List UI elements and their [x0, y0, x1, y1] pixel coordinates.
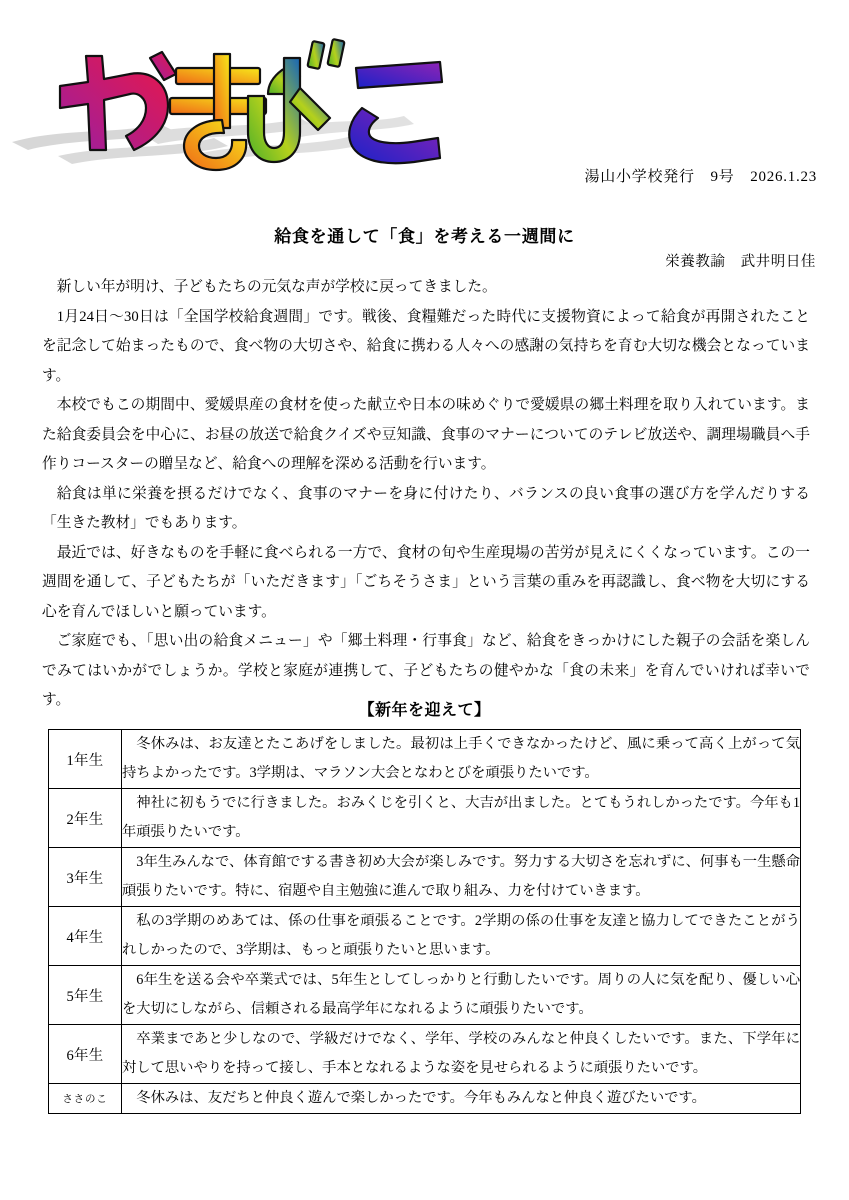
grade-comments-table [48, 729, 801, 1114]
article-paragraph: ご家庭でも、「思い出の給食メニュー」や「郷土料理・行事食」など、給食をきっかけにした親子の会話を楽しんでみてはいかがでしょうか。学校と家庭が連携して、子どもたちの健やかな「食の未来」を育んでいければ幸いです。 [42, 633, 810, 708]
table-row [49, 848, 801, 907]
table-row [49, 1084, 801, 1114]
article-paragraph: 給食は単に栄養を摂るだけでなく、食事のマナーを身に付けたり、バランスの良い食事の選び方を学んだりする「生きた教材」でもあります。 [42, 485, 810, 531]
table-row [49, 966, 801, 1025]
table-row [49, 907, 801, 966]
grade-label: 5年生 [49, 966, 122, 1025]
article-body [42, 273, 810, 716]
section-heading-new-year: 【新年を迎えて】 [358, 702, 491, 719]
article-title: 給食を通して「食」を考える一週間に [274, 227, 575, 246]
table-row [49, 730, 801, 789]
grade-comment: 6年生を送る会や卒業式では、5年生としてしっかりと行動したいです。周りの人に気を配り、優しい心を大切にしながら、信頼される最高学年になれるように頑張りたいです。 [122, 966, 801, 1025]
grade-label: ささのこ [49, 1084, 122, 1114]
grade-comment: 冬休みは、友だちと仲良く遊んで楽しかったです。今年もみんなと仲良く遊びたいです。 [122, 1084, 801, 1114]
grade-comments-table-wrap [48, 729, 801, 1114]
grade-label: 1年生 [49, 730, 122, 789]
grade-label: 3年生 [49, 848, 122, 907]
grade-comment: 私の3学期のめあては、係の仕事を頑張ることです。2学期の係の仕事を友達と協力してできたことがうれしかったので、3学期は、もっと頑張りたいと思います。 [122, 907, 801, 966]
table-row [49, 789, 801, 848]
article-byline: 栄養教諭 武井明日佳 [665, 254, 816, 270]
table-row [49, 1025, 801, 1084]
article-paragraph: 1月24日～30日は「全国学校給食週間」です。戦後、食糧難だった時代に支援物資によって給食が再開されたことを記念して始まったもので、食べ物の大切さや、給食に携わる人々への感謝の気持ちを育む大切な機会となっています。 [42, 308, 810, 384]
article-paragraph: 本校でもこの期間中、愛媛県産の食材を使った献立や日本の味めぐりで愛媛県の郷土料理を取り入れています。また給食委員会を中心に、お昼の放送で給食クイズや豆知識、食事のマナーについてのテレビ放送や、調理場職員へ手作りコースターの贈呈など、給食への理解を深める活動を行います。 [42, 397, 810, 472]
yamabiko-wordart-svg [0, 24, 470, 184]
grade-comment: 神社に初もうでに行きました。おみくじを引くと、大吉が出ました。とてもうれしかったです。今年も1年頑張りたいです。 [122, 789, 801, 848]
grade-comment: 3年生みんなで、体育館でする書き初め大会が楽しみです。努力する大切さを忘れずに、何事も一生懸命頑張りたいです。特に、宿題や自主勉強に進んで取り組み、力を付けていきます。 [122, 848, 801, 907]
grade-label: 4年生 [49, 907, 122, 966]
grade-comment: 冬休みは、お友達とたこあげをしました。最初は上手くできなかったけど、風に乗って高く上がって気持ちよかったです。3学期は、マラソン大会となわとびを頑張りたいです。 [122, 730, 801, 789]
publication-line: 湯山小学校発行 9号 2026.1.23 [584, 169, 817, 185]
logo-char-ko [349, 62, 442, 163]
article-paragraph: 新しい年が明け、子どもたちの元気な声が学校に戻ってきました。 [56, 279, 497, 295]
grade-label: 6年生 [49, 1025, 122, 1084]
article-paragraph: 最近では、好きなものを手軽に食べられる一方で、食材の旬や生産現場の苦労が見えにくくなっています。この一週間を通して、子どもたちが「いただきます」「ごちそうさま」という言葉の重みを再認識し、食べ物を大切にする心を育んでほしいと願っています。 [42, 544, 810, 620]
grade-label: 2年生 [49, 789, 122, 848]
grade-comment: 卒業まであと少しなので、学級だけでなく、学年、学校のみんなと仲良くしたいです。また、下学年に対して思いやりを持って接し、手本となれるような姿を見せられるように頑張りたいです。 [122, 1025, 801, 1084]
masthead-logo [0, 24, 470, 184]
